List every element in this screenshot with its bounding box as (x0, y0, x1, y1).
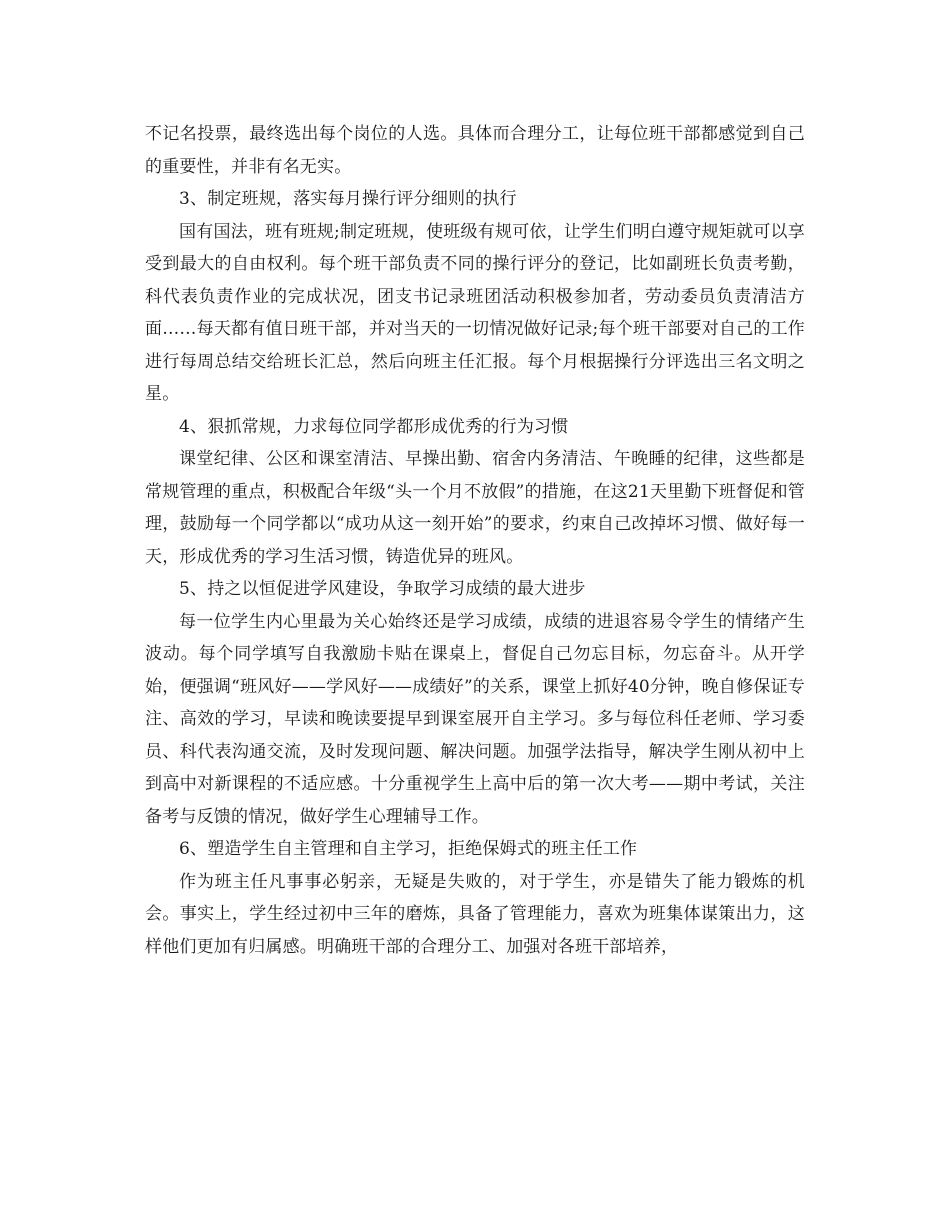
section-heading-4: 4、狠抓常规，力求每位同学都形成优秀的行为习惯 (179, 416, 569, 437)
paragraph-routine-habits: 课堂纪律、公区和课室清洁、早操出勤、宿舍内务清洁、午晚睡的纪律，这些都是常规管理的重点，积极配合年级“头一个月不放假”的措施，在这21天里勤下班督促和管理，鼓励每一个同学都以“成功从这一刻开始”的要求，约束自己改掉坏习惯、做好每一天，形成优秀的学习生活习惯，铸造优异的班风。 (145, 449, 805, 567)
paragraph-class-rules: 国有国法，班有班规;制定班规，使班级有规可依，让学生们明白遵守规矩就可以享受到最大的自由权利。每个班干部负责不同的操行评分的登记，比如副班长负责考勤，科代表负责作业的完成状况，团支书记录班团活动积极参加者，劳动委员负责清洁方面……每天都有值日班干部，并对当天的一切情况做好记录;每个班干部要对自己的工作进行每周总结交给班长汇总，然后向班主任汇报。每个月根据操行分评选出三名文明之星。 (145, 221, 805, 404)
paragraph-study-style: 每一位学生内心里最为关心始终还是学习成绩，成绩的进退容易令学生的情绪产生波动。每个同学填写自我激励卡贴在课桌上，督促自己勿忘目标，勿忘奋斗。从开学始，便强调“班风好——学风好——成绩好”的关系，课堂上抓好40分钟，晚自修保证专注、高效的学习，早读和晚读要提早到课室展开自主学习。多与每位科任老师、学习委员、科代表沟通交流，及时发现问题、解决问题。加强学法指导，解决学生刚从初中上到高中对新课程的不适应感。十分重视学生上高中后的第一次大考——期中考试，关注备考与反馈的情况，做好学生心理辅导工作。 (145, 611, 805, 827)
document-body (145, 118, 805, 963)
section-heading-6: 6、塑造学生自主管理和自主学习，拒绝保姆式的班主任工作 (179, 839, 638, 859)
section-heading-3: 3、制定班规，落实每月操行评分细则的执行 (179, 189, 517, 209)
paragraph-continued: 不记名投票，最终选出每个岗位的人选。具体而合理分工，让每位班干部都感觉到自己的重要性，并非有名无实。 (145, 124, 805, 177)
paragraph-self-management: 作为班主任凡事事必躬亲，无疑是失败的，对于学生，亦是错失了能力锻炼的机会。事实上，学生经过初中三年的磨炼，具备了管理能力，喜欢为班集体谋策出力，这样他们更加有归属感。明确班干部的合理分工、加强对各班干部培养， (145, 871, 805, 957)
section-heading-5: 5、持之以恒促进学风建设，争取学习成绩的最大进步 (179, 579, 586, 599)
